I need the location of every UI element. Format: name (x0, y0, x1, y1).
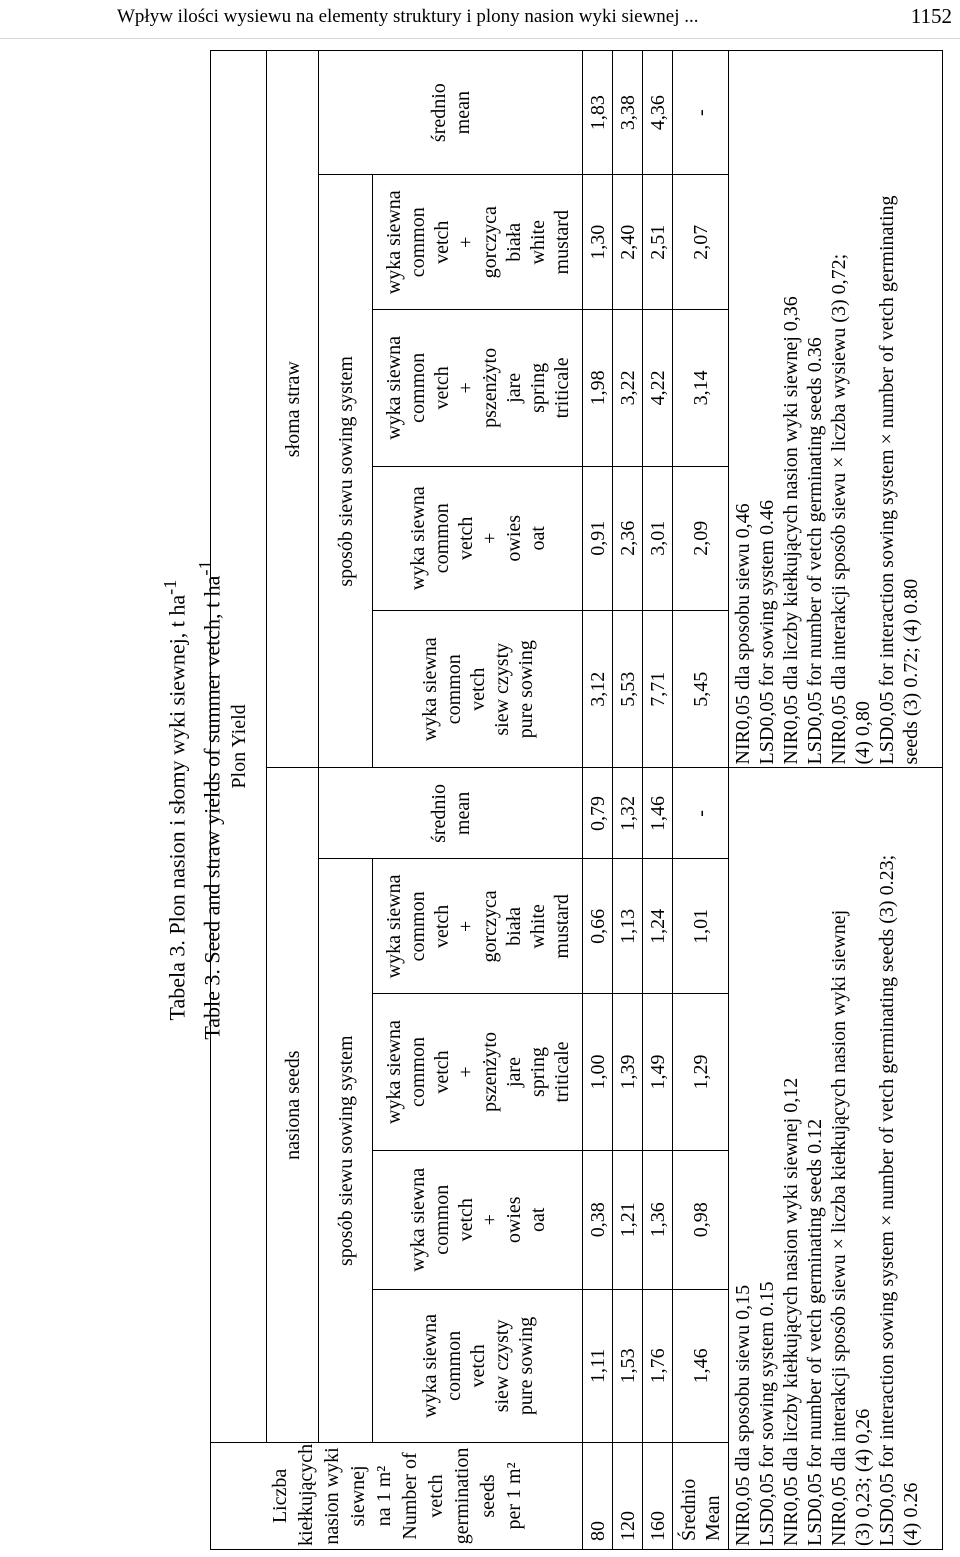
subgroup-header: sposób siewu sowing system (319, 859, 373, 1443)
lsd-row (729, 51, 943, 1550)
lsd-straw-line: NIR0,05 dla interakcji sposób siewu × liczba wysiewu (3) 0,72; (828, 253, 850, 765)
straw-yield-cell: 4,22 (643, 310, 673, 466)
seed-yield-cell: 1,32 (613, 768, 643, 859)
seed-yield-cell: 1,11 (583, 1289, 613, 1442)
column-header-line: owies (502, 514, 525, 562)
column-header-line: oat (526, 1207, 549, 1232)
seed-yield-cell: 1,39 (613, 994, 643, 1150)
stub-header-line: kiełkujących (294, 1443, 317, 1546)
column-header-line: vetch (466, 1344, 489, 1388)
straw-yield-cell: 3,22 (613, 310, 643, 466)
column-header-line: white (526, 904, 549, 949)
straw-yield-cell: 1,30 (583, 175, 613, 310)
lsd-straw-line: (4) 0,80 (852, 701, 874, 765)
seed-yield-cell: 1,01 (673, 859, 729, 994)
column-header-line: vetch (454, 516, 477, 560)
column-header-line: triticale (550, 357, 573, 419)
row-label (583, 1442, 613, 1549)
column-header-line: common (406, 207, 429, 278)
column-header-line: + (454, 920, 477, 933)
lsd-straw-line: NIR0,05 dla sposobu siewu 0,46 (732, 503, 754, 765)
group-header: słoma straw (267, 51, 319, 768)
subgroup-header: sposób siewu sowing system (319, 175, 373, 768)
lsd-straw-line: seeds (3) 0.72; (4) 0.80 (900, 578, 922, 765)
stub-header-line: na 1 m² (372, 1465, 395, 1527)
seed-yield-cell: 1,21 (613, 1150, 643, 1289)
straw-yield-cell: - (673, 51, 729, 175)
straw-yield-cell: 2,07 (673, 175, 729, 310)
column-header (373, 859, 583, 994)
column-header-line: wyka siewna (406, 486, 429, 591)
column-header-line: gorczyca (478, 206, 501, 279)
mean-header-line: średnio (427, 83, 450, 143)
column-header-line: gorczyca (478, 890, 501, 963)
straw-yield-cell: 3,14 (673, 310, 729, 466)
column-header-line: triticale (550, 1041, 573, 1103)
seed-yield-cell: 1,76 (643, 1289, 673, 1442)
column-header-line: + (454, 236, 477, 248)
mean-header (319, 768, 583, 859)
caption-polish: Tabela 3. Plon nasion i słomy wyki siewnej, t $ha^{-1}$ (160, 579, 190, 1021)
stub-header-line: siewnej (346, 1465, 369, 1527)
lsd-seeds-line: NIR0,05 dla sposobu siewu 0,15 (732, 1284, 754, 1546)
column-header-line: siew czysty (490, 642, 513, 736)
straw-yield-cell: 3,12 (583, 611, 613, 768)
lsd-seeds-line: (3) 0,23; (4) 0,26 (852, 1408, 874, 1546)
lsd-straw-line: LSD0,05 for sowing system 0.46 (756, 499, 778, 765)
row-label-line: Średnio (677, 1478, 700, 1541)
column-header-line: pure sowing (514, 1316, 537, 1416)
row-label-line: 80 (586, 1521, 609, 1541)
seed-yield-cell: 1,24 (643, 859, 673, 994)
lsd-straw-line: LSD0,05 for number of vetch germinating seeds 0.36 (804, 337, 826, 765)
table-row (583, 51, 613, 1550)
column-header-line: wyka siewna (382, 874, 405, 979)
straw-yield-cell: 3,01 (643, 466, 673, 611)
column-header-line: + (478, 532, 501, 544)
column-header-line: pszenżyto (478, 347, 501, 428)
lsd-seeds-line: LSD0,05 for sowing system 0.15 (756, 1281, 778, 1546)
column-header-line: vetch (430, 904, 453, 949)
page-header (0, 0, 960, 39)
column-header (373, 175, 583, 310)
seed-yield-cell: 1,13 (613, 859, 643, 994)
rotated-table-area (148, 50, 922, 1550)
column-header-line: biała (502, 222, 525, 262)
header-row (211, 51, 267, 1550)
table-row (673, 51, 729, 1550)
column-header-line: pszenżyto (478, 1032, 501, 1112)
page-number: 1152 (910, 4, 952, 28)
column-header-line: mustard (550, 894, 573, 959)
row-label-line: 160 (646, 1511, 669, 1541)
column-header-line: siew czysty (490, 1319, 513, 1413)
column-header-line: wyka siewna (382, 1020, 405, 1124)
header-row (267, 51, 319, 1550)
straw-yield-cell: 2,40 (613, 175, 643, 310)
seed-yield-cell: 0,38 (583, 1150, 613, 1289)
lsd-seeds-line: LSD0,05 for interaction sowing system × number of vetch germinating seeds (3) 0.23; (876, 854, 898, 1546)
column-header (373, 1289, 583, 1442)
column-header-line: wyka siewna (418, 1313, 441, 1418)
column-header (373, 310, 583, 466)
column-header-line: pure sowing (514, 640, 537, 739)
straw-yield-cell: 5,53 (613, 611, 643, 768)
straw-yield-cell: 0,91 (583, 466, 613, 611)
caption-english: Table 3. Seed and straw yields of summer vetch, t $ha^{-1}$ (195, 560, 225, 1040)
straw-yield-cell: 1,98 (583, 310, 613, 466)
lsd-seeds-line: (4) 0.26 (900, 1482, 922, 1546)
seed-yield-cell: 1,53 (613, 1289, 643, 1442)
column-header-line: vetch (430, 220, 453, 264)
row-label-line: 120 (616, 1511, 639, 1541)
seed-yield-cell: 1,46 (643, 768, 673, 859)
stub-header-line: Liczba (268, 1468, 291, 1524)
column-header (373, 466, 583, 611)
stub-header-line: nasion wyki (320, 1447, 343, 1545)
column-header-line: jare (502, 1057, 525, 1087)
column-header-line: spring (526, 1047, 549, 1097)
column-header-line: common (406, 352, 429, 423)
column-header-line: wyka siewna (418, 637, 441, 742)
seed-yield-cell: 1,46 (673, 1289, 729, 1442)
straw-yield-cell: 1,83 (583, 51, 613, 175)
column-header-line: wyka siewna (382, 190, 405, 295)
row-label (643, 1442, 673, 1549)
column-header-line: oat (526, 526, 549, 551)
mean-header-line: mean (451, 91, 474, 135)
seed-yield-cell: 0,66 (583, 859, 613, 994)
column-header-line: wyka siewna (406, 1167, 429, 1272)
seed-yield-cell: 1,29 (673, 994, 729, 1150)
straw-yield-cell: 5,45 (673, 611, 729, 768)
seed-yield-cell: 1,36 (643, 1150, 673, 1289)
column-header-line: common (430, 1184, 453, 1255)
column-header (373, 611, 583, 768)
stub-header-line: Number of (398, 1452, 421, 1540)
straw-yield-cell: 7,71 (643, 611, 673, 768)
table-row (643, 51, 673, 1550)
column-header-line: + (478, 1214, 501, 1226)
lsd-seeds-line: NIR0,05 dla interakcji sposób siewu × liczba kiełkujących nasion wyki siewnej (828, 909, 850, 1546)
column-header-line: wyka siewna (382, 335, 405, 440)
lsd-straw-line: NIR0,05 dla liczby kiełkujących nasion wyki siewnej 0,36 (780, 296, 802, 765)
column-header-line: + (454, 1066, 477, 1078)
stub-header-line: germination (450, 1447, 473, 1545)
mean-header-line: średnio (427, 784, 450, 843)
stub-header-line: seeds (476, 1474, 499, 1518)
column-header-line: mustard (550, 210, 573, 275)
seed-yield-cell: 1,49 (643, 994, 673, 1150)
running-title: Wpływ ilości wysiewu na elementy struktury i plony nasion wyki siewnej ... (117, 6, 699, 27)
column-header-line: common (442, 1330, 465, 1401)
straw-yield-cell: 2,09 (673, 466, 729, 611)
column-header-line: common (442, 654, 465, 725)
lsd-straw-cell (729, 51, 943, 768)
stub-header-line: per 1 m² (502, 1462, 525, 1530)
seed-yield-cell: 0,79 (583, 768, 613, 859)
seed-yield-cell: - (673, 768, 729, 859)
column-header-line: common (406, 1037, 429, 1107)
column-header-line: vetch (454, 1198, 477, 1242)
column-header-line: vetch (466, 667, 489, 711)
column-header-line: vetch (430, 1050, 453, 1094)
row-label (673, 1442, 729, 1549)
mean-header (319, 51, 583, 175)
column-header-line: owies (502, 1196, 525, 1244)
lsd-straw-line: LSD0,05 for interaction sowing system × number of vetch germinating (876, 195, 898, 765)
column-header-line: biała (502, 906, 525, 946)
column-header-line: vetch (430, 366, 453, 410)
seed-yield-cell: 1,00 (583, 994, 613, 1150)
column-header-line: common (406, 891, 429, 962)
mean-header-line: mean (451, 791, 474, 836)
column-header-line: + (454, 382, 477, 394)
lsd-seeds-cell (729, 768, 943, 1550)
column-header-line: white (526, 220, 549, 265)
column-header-line: common (430, 503, 453, 574)
plon-yield-header: Plon Yield (211, 51, 267, 1443)
straw-yield-cell: 2,51 (643, 175, 673, 310)
lsd-seeds-line: NIR0,05 dla liczby kiełkujących nasion wyki siewnej 0,12 (780, 1077, 802, 1546)
seed-yield-cell: 0,98 (673, 1150, 729, 1289)
yield-table (210, 50, 943, 1550)
stub-header (211, 1442, 583, 1549)
column-header (373, 1150, 583, 1289)
group-header: nasiona seeds (267, 768, 319, 1443)
header-row (319, 51, 373, 1550)
row-label (613, 1442, 643, 1549)
straw-yield-cell: 2,36 (613, 466, 643, 611)
stub-header-line: vetch (424, 1474, 447, 1518)
table-row (613, 51, 643, 1550)
column-header-line: jare (502, 372, 525, 403)
column-header-line: spring (526, 362, 549, 413)
lsd-seeds-line: LSD0,05 for number of vetch germinating seeds 0.12 (804, 1118, 826, 1546)
row-label-line: Mean (701, 1495, 724, 1541)
straw-yield-cell: 3,38 (613, 51, 643, 175)
column-header (373, 994, 583, 1150)
straw-yield-cell: 4,36 (643, 51, 673, 175)
